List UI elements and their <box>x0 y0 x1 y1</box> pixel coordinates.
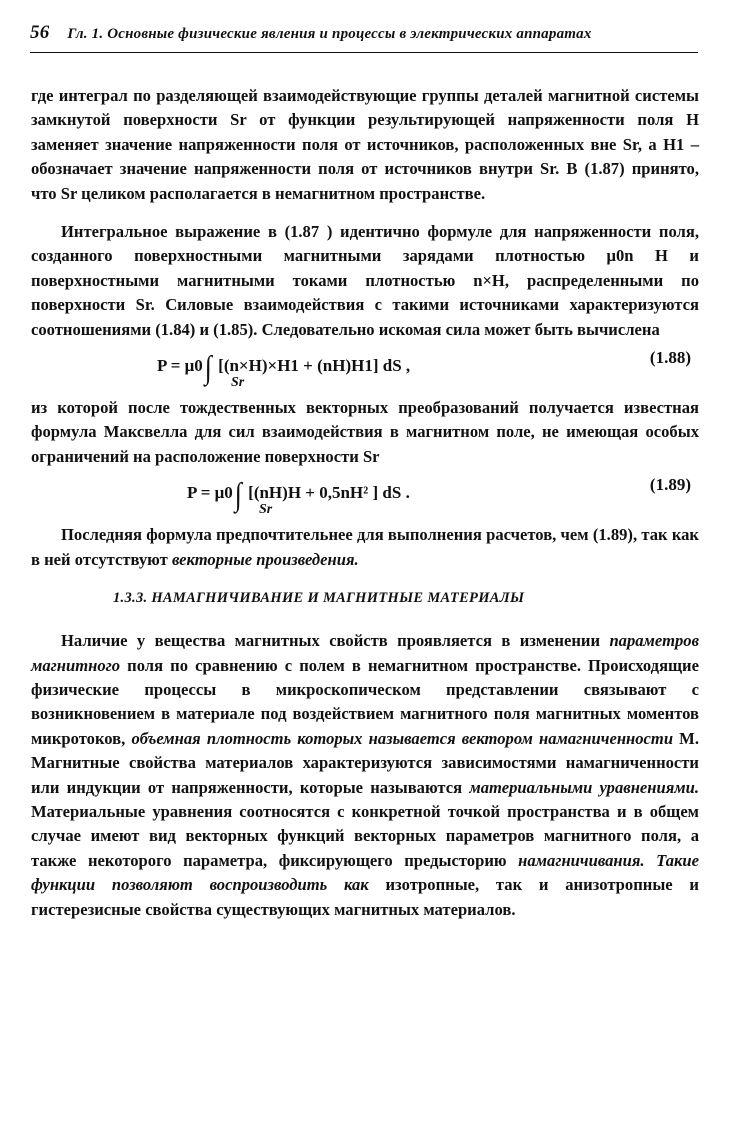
integral-sign: ∫ <box>204 349 212 386</box>
formula-1-89-subscript: Sr <box>259 502 273 518</box>
paragraph-5-text-a: Наличие у вещества магнитных свойств проявляется в изменении <box>61 631 610 651</box>
page-number: 56 <box>30 22 50 43</box>
paragraph-4 <box>31 523 699 572</box>
paragraph-5-text-e: M. Магнитные свойства материалов характеризуются зависимостями намагниченности или индукции от напряженности, которые называются <box>31 728 699 797</box>
paragraph-5-text-i: изотропные, так и анизотропные и гистерезисные свойства существующих магнитных материалов. <box>31 875 699 919</box>
paragraph-5-italic-h: намагничивания. Такие функции позволяют воспроизводить как <box>31 850 699 895</box>
formula-1-88 <box>31 342 699 396</box>
formula-1-89-integrand: [(nH)H + 0,5nH² ] dS . <box>248 483 410 503</box>
running-title: Гл. 1. Основные физические явления и процессы в электрических аппаратах <box>67 26 592 42</box>
paragraph-1: где интеграл по разделяющей взаимодействующие группы деталей магнитной системы замкнутой поверхности Sr от функции результирующей напряженности поля H заменяет значение напряженности поля от источников, расположенных вне Sr, а H1 – обозначает значение напряженности поля от источников внутри Sr. В (1.87) принято, что Sr целиком располагается в немагнитном пространстве. <box>31 86 699 203</box>
paragraph-3: из которой после тождественных векторных преобразований получается известная формула Максвелла для сил взаимодействия в магнитном поле, не имеющая особых ограничений на расположение поверхности Sr <box>31 398 699 466</box>
formula-1-89 <box>31 469 699 523</box>
paragraph-5-italic-f: материальными уравнениями. <box>469 777 700 797</box>
running-header <box>30 22 698 53</box>
formula-1-89-number: (1.89) <box>649 475 691 495</box>
paragraph-2: Интегральное выражение в (1.87 ) идентично формуле для напряженности поля, созданного поверхностными магнитными зарядами плотностью μ0n H и поверхностными магнитными токами плотностью n×H, распределенными по поверхности Sr. Силовые взаимодействия с такими источниками характеризуются соотношениями (1.84) и (1.85). Следовательно искомая сила может быть вычислена <box>31 222 699 339</box>
integral-sign: ∫ <box>234 476 242 513</box>
paragraph-5-text-g: Материальные уравнения соотносятся с конкретной точкой пространства и в общем случае имеют вид векторных функций векторных параметров магнитного поля, а также некоторого параметра, фиксирующего предысторию <box>31 801 699 870</box>
section-title: 1.3.3. НАМАГНИЧИВАНИЕ И МАГНИТНЫЕ МАТЕРИАЛЫ <box>113 590 525 607</box>
paragraph-5 <box>31 629 699 922</box>
formula-1-89-lhs: P = μ0 <box>187 483 233 503</box>
paragraph-4-italic: векторные произведения. <box>171 549 359 569</box>
page-body <box>31 84 699 922</box>
paragraph-5-text-c: поля по сравнению с полем в немагнитном пространстве. Происходящие физические процессы в микроскопическом представлении связывают с возникновением в материале под воздействием магнитного поля магнитных моментов микротоков, <box>31 655 699 748</box>
paragraph-5-italic-d: объемная плотность которых называется вектором намагниченности <box>131 728 674 748</box>
paragraph-5-italic-b: параметров магнитного <box>31 631 699 675</box>
paragraph-4-text: Последняя формула предпочтительнее для выполнения расчетов, чем (1.89), так как в ней отсутствуют <box>31 525 699 569</box>
formula-1-88-number: (1.88) <box>649 348 691 368</box>
formula-1-88-lhs: P = μ0 <box>157 356 203 376</box>
formula-1-88-subscript: Sr <box>231 375 245 391</box>
formula-1-88-integrand: [(n×H)×H1 + (nH)H1] dS , <box>218 356 411 376</box>
